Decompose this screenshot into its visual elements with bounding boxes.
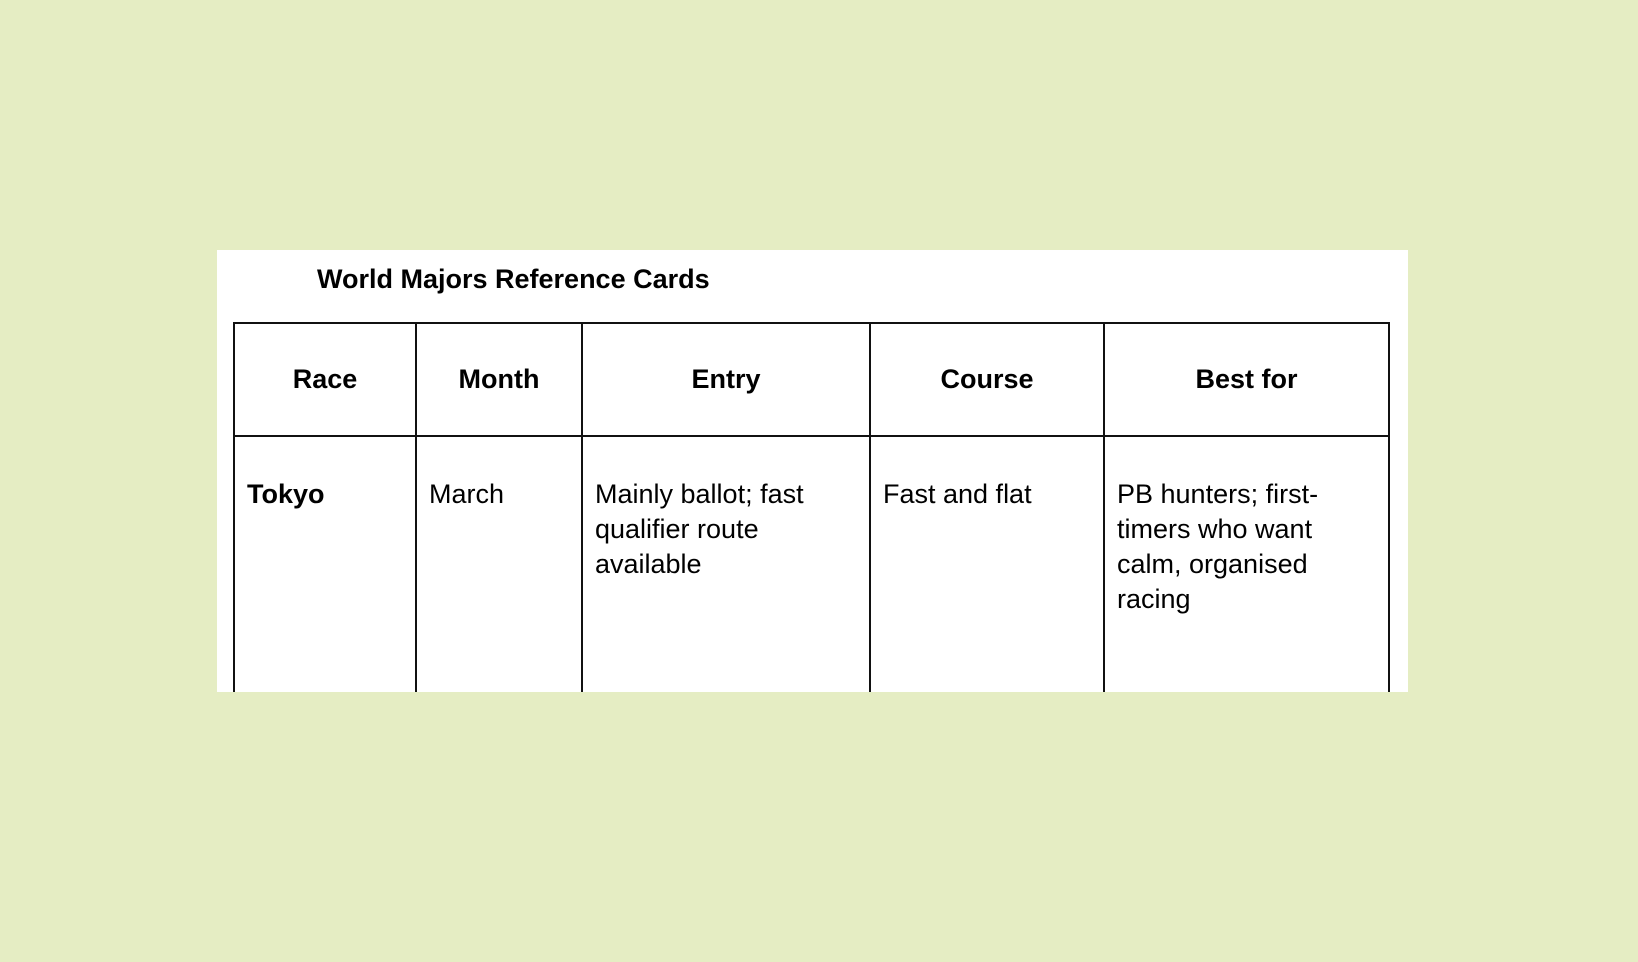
column-header-best-for: Best for	[1104, 323, 1389, 436]
cell-race: Tokyo	[234, 436, 416, 692]
table-row	[234, 436, 1389, 692]
column-header-entry: Entry	[582, 323, 870, 436]
cell-month: March	[416, 436, 582, 692]
reference-card	[217, 250, 1408, 692]
column-header-course: Course	[870, 323, 1104, 436]
cell-entry: Mainly ballot; fast qualifier route available	[582, 436, 870, 692]
cell-course: Fast and flat	[870, 436, 1104, 692]
column-header-race: Race	[234, 323, 416, 436]
cell-best-for: PB hunters; first-timers who want calm, organised racing	[1104, 436, 1389, 692]
majors-table	[233, 322, 1390, 692]
column-header-month: Month	[416, 323, 582, 436]
document-title: World Majors Reference Cards	[317, 264, 710, 294]
table-header-row	[234, 323, 1389, 436]
